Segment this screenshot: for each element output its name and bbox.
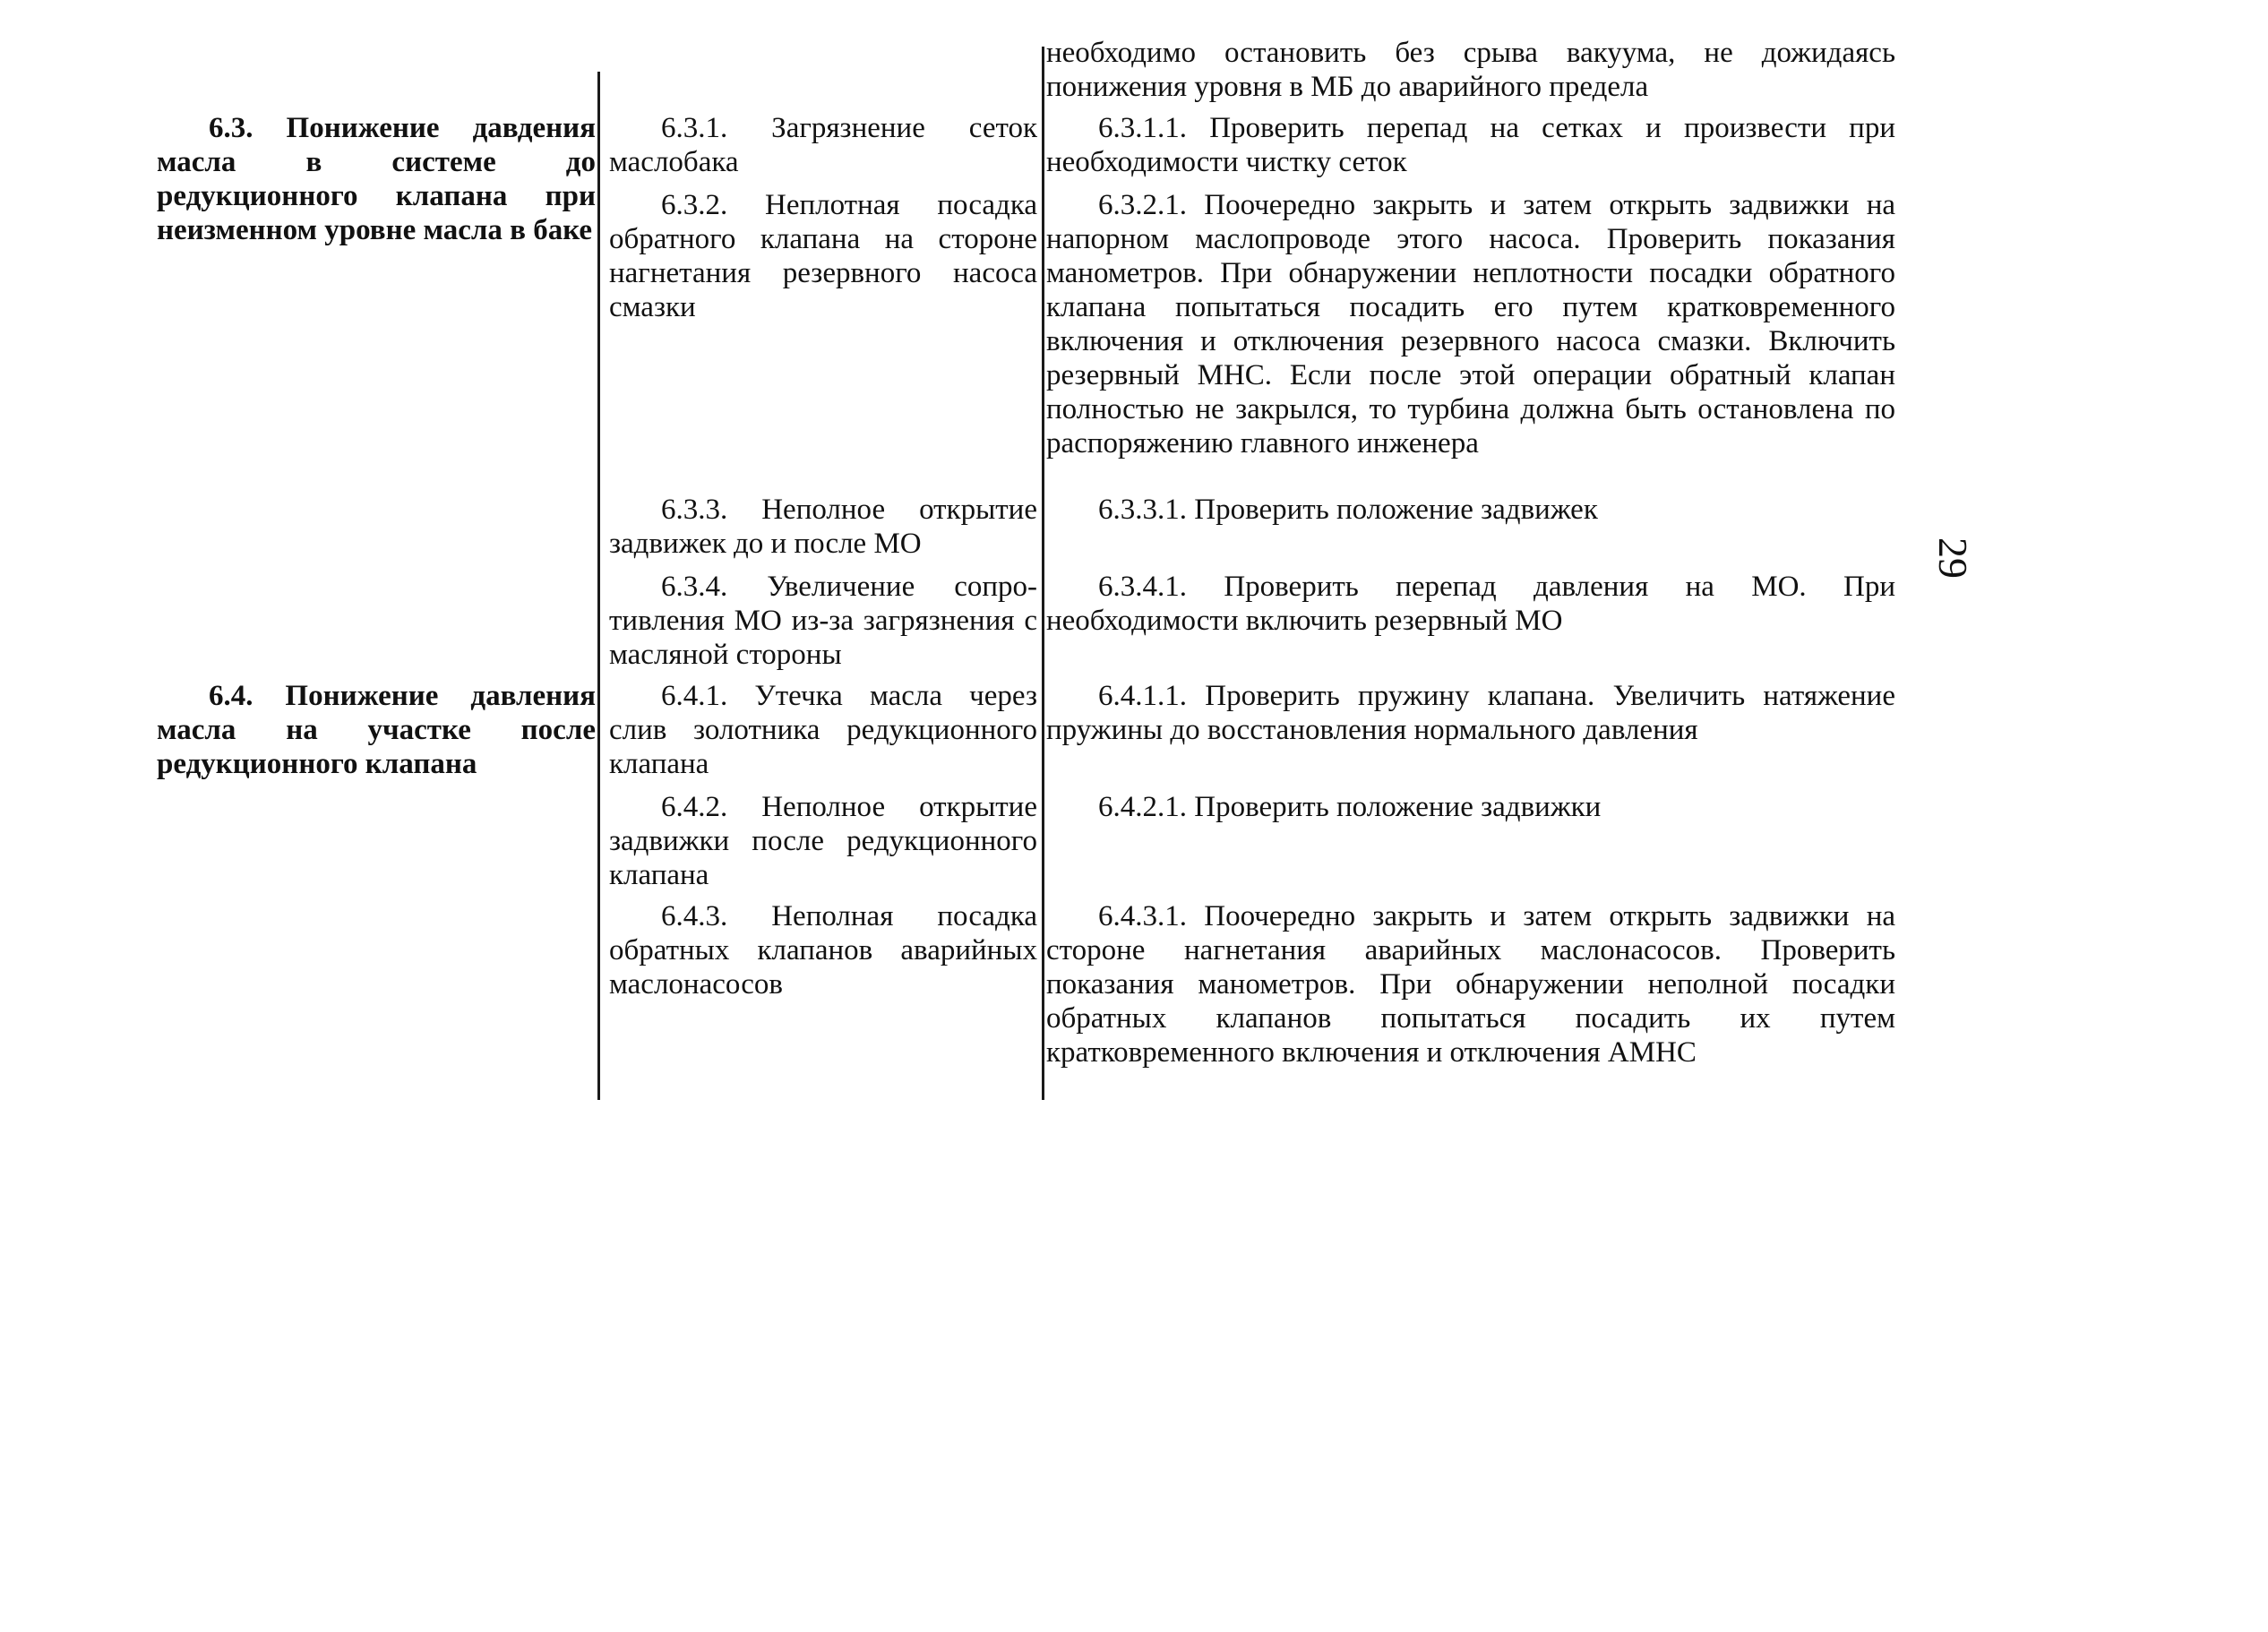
action-6-3-2-1: 6.3.2.1. Поочередно закрыть и затем открыть задвижки на напорном маслопроводе этого насоса. Проверить показания манометров. При обнаружении неплотности посадки обратного клапана попытаться посадить его путем кратковременного включения и отключения резервного насоса смазки. Включить резервный МНС. Если после этой операции обратный клапан полностью не закрылся, то турбина должна быть остановлена по распоряжению главного инженера <box>1046 189 1895 460</box>
cause-6-3-4: 6.3.4. Увеличение сопротивления МО из-за загрязнения с масляной стороны <box>609 571 1037 671</box>
cause-6-3-2: 6.3.2. Неплотная посадка обратного клапана на стороне нагнетания резервного насоса смазки <box>609 189 1037 323</box>
cause-6-4-2: 6.4.2. Неполное открытие задвижки после редукционного клапана <box>609 791 1037 891</box>
top-continuation-text: необходимо остановить без срыва вакуума, не дожидаясь понижения уровня в МБ до аварийного предела <box>1046 37 1895 103</box>
column-divider-left <box>597 72 600 1100</box>
action-6-3-4-1: 6.3.4.1. Проверить перепад давления на МО. При необходимости включить резервный МО <box>1046 571 1895 637</box>
action-6-3-3-1: 6.3.3.1. Проверить положение задвижек <box>1098 494 1598 526</box>
failure-6-3: 6.3. Понижение давдения масла в системе до редукционного клапана при неизменном уровне масла в баке <box>157 112 596 246</box>
failure-6-4: 6.4. Понижение давления масла на участке после редукционного клапана <box>157 680 596 780</box>
action-6-4-3-1: 6.4.3.1. Поочередно закрыть и затем открыть задвижки на стороне нагнетания аварийных маслонасосов. Проверить показания манометров. При обнаружении неполной посадки обратных клапанов попытаться посадить их путем кратковременного включения и отключения АМНС <box>1046 900 1895 1069</box>
cause-6-4-1: 6.4.1. Утечка масла через слив золотника редукционного клапана <box>609 680 1037 780</box>
page-number: 29 <box>1930 537 1976 579</box>
action-6-4-2-1: 6.4.2.1. Проверить положение задвижки <box>1098 791 1602 823</box>
cause-6-3-3: 6.3.3. Неполное открытие задвижек до и после МО <box>609 494 1037 560</box>
cause-6-3-1: 6.3.1. Загрязнение сеток маслобака <box>609 112 1037 178</box>
column-divider-right <box>1042 47 1044 1100</box>
action-6-4-1-1: 6.4.1.1. Проверить пружину клапана. Увеличить натяжение пружины до восстановления нормального давления <box>1046 680 1895 746</box>
action-6-3-1-1: 6.3.1.1. Проверить перепад на сетках и произвести при необходимости чистку сеток <box>1046 112 1895 178</box>
cause-6-4-3: 6.4.3. Неполная посадка обратных клапанов аварийных маслонасосов <box>609 900 1037 1001</box>
